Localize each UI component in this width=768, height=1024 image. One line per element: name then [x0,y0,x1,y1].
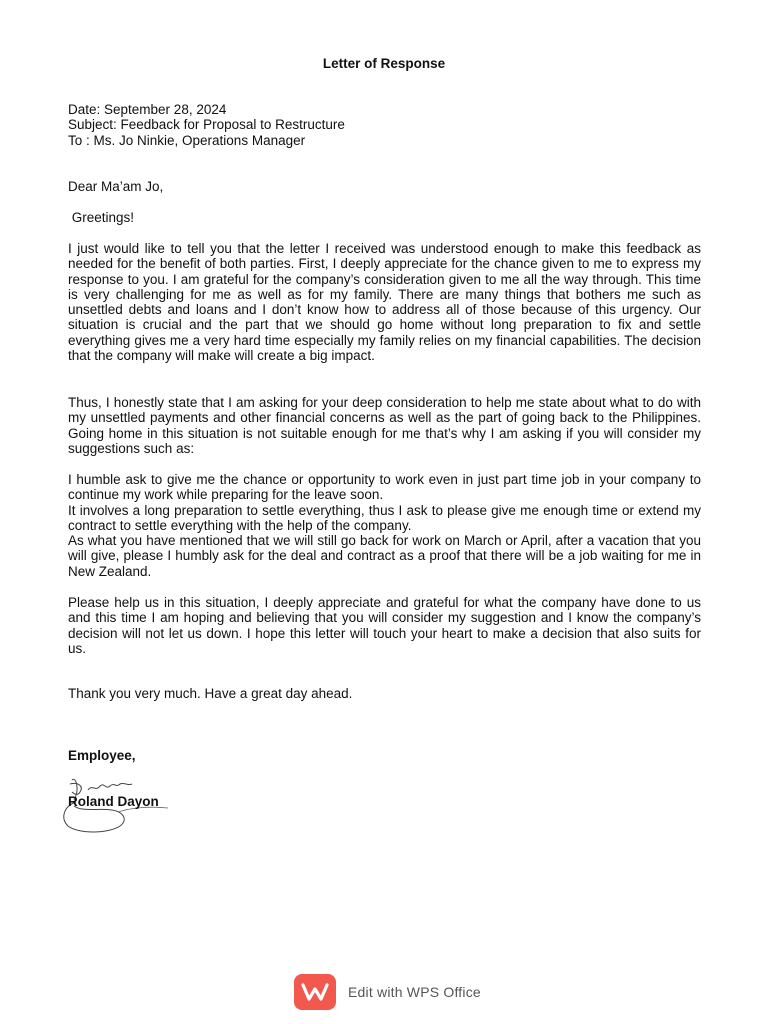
letter-header [68,102,701,148]
closing-line: Thank you very much. Have a great day ahead. [68,686,353,701]
suggestion-list [68,472,701,579]
letter-recipient: To : Ms. Jo Ninkie, Operations Manager [68,132,306,148]
letter-subject: Subject: Feedback for Proposal to Restructure [68,117,345,133]
letter-greeting: Greetings! [68,210,135,225]
sign-role: Employee, [68,748,136,763]
wps-office-logo-icon[interactable] [294,974,336,1010]
letter-title: Letter of Response [322,56,446,71]
suggestion-3: As what you have mentioned that we will still go back for work on March or April, after a vacation that you will give, please I humbly ask for the deal and contract as a proof that there will be a job waiting for me in New Zealand. [68,533,701,579]
wps-footer[interactable] [294,973,481,1011]
paragraph-1: I just would like to tell you that the letter I received was understood enough to make this feedback as needed for the benefit of both parties. First, I deeply appreciate for the chance given to me to express my response to you. I am grateful for the company’s consideration given to me all the way through. This time is very challenging for me as well as for my family. There are many things that bothers me such as unsettled debts and loans and I don’t know how to address all of those because of this urgency. Our situation is crucial and the part that we should go home without long preparation to fix and settle everything gives me a very hard time especially my family relies on my financial capabilities. The decision that the company will make will create a big impact. [68,241,701,364]
letter-date: Date: September 28, 2024 [68,102,227,117]
signer-name: Roland Dayon [68,794,159,809]
paragraph-2: Thus, I honestly state that I am asking for your deep consideration to help me state about what to do with my unsettled payments and other financial concerns as well as the part of going back to the Philippines. Going home in this situation is not suitable enough for me that’s why I am asking if you will consider my suggestions such as: [68,395,701,456]
letter-salutation: Dear Ma’am Jo, [68,179,164,194]
suggestion-1: I humble ask to give me the chance or opportunity to work even in just part time job in your company to continue my work while preparing for the leave soon. [68,472,701,503]
suggestion-2: It involves a long preparation to settle everything, thus I ask to please give me enough time or extend my contract to settle everything with the help of the company. [68,502,701,533]
footer-text[interactable]: Edit with WPS Office [348,984,481,1000]
paragraph-3: Please help us in this situation, I deeply appreciate and grateful for what the company have done to us and this time I am hoping and believing that you will consider my suggestion and I know the company’s decision will not let us down. I hope this letter will touch your heart to make a decision that also suits for us. [68,595,701,656]
